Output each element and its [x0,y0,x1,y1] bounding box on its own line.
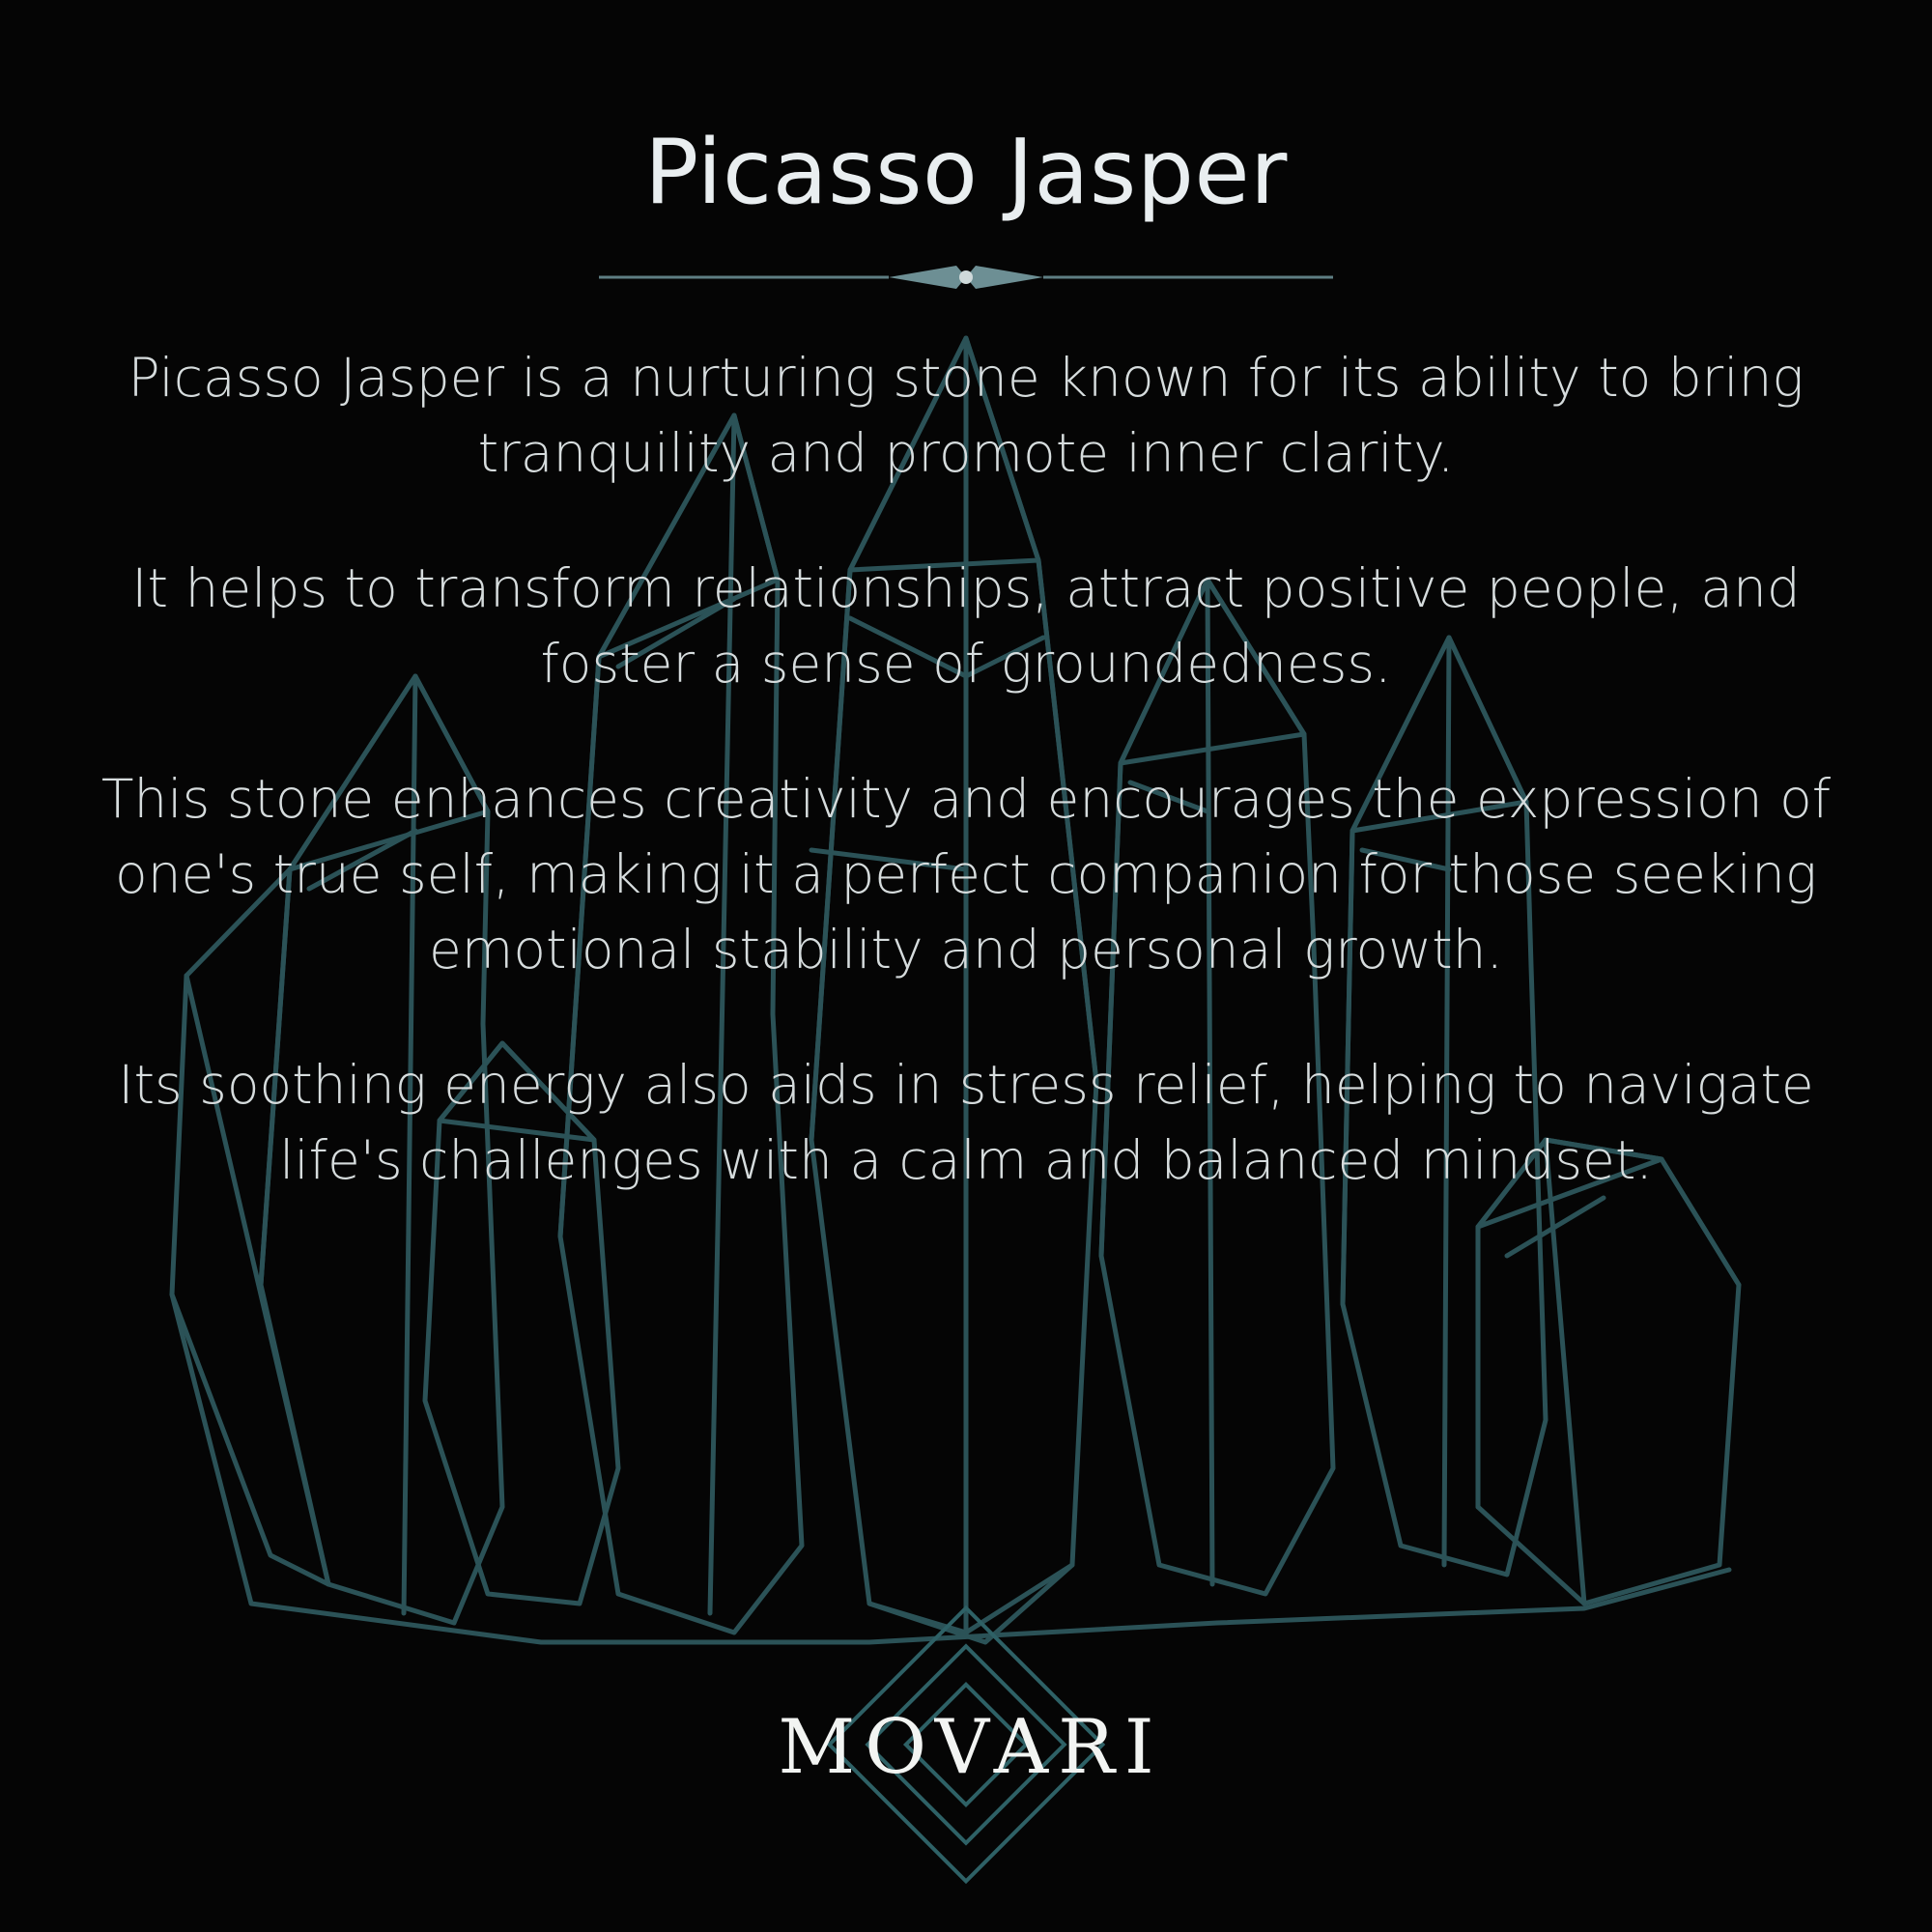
ornamental-divider-icon [599,261,1333,294]
footer-logo [0,1590,1932,1899]
paragraph-3: This stone enhances creativity and encourages the expression of one's true self, making it a perfect companion for those seeking emotional stability and personal growth. [100,768,1832,981]
paragraph-4: Its soothing energy also aids in stress relief, helping to navigate life's challenges with a calm and balanced mindset. [118,1054,1814,1192]
description-text [97,340,1835,1199]
paragraph-1: Picasso Jasper is a nurturing stone known for its ability to bring tranquility and promote inner clarity. [128,346,1804,484]
brand-name: MOVARI [778,1704,1164,1791]
paragraph-2: It helps to transform relationships, attract positive people, and foster a sense of groundedness. [131,556,1801,695]
page-title: Picasso Jasper [644,120,1288,224]
